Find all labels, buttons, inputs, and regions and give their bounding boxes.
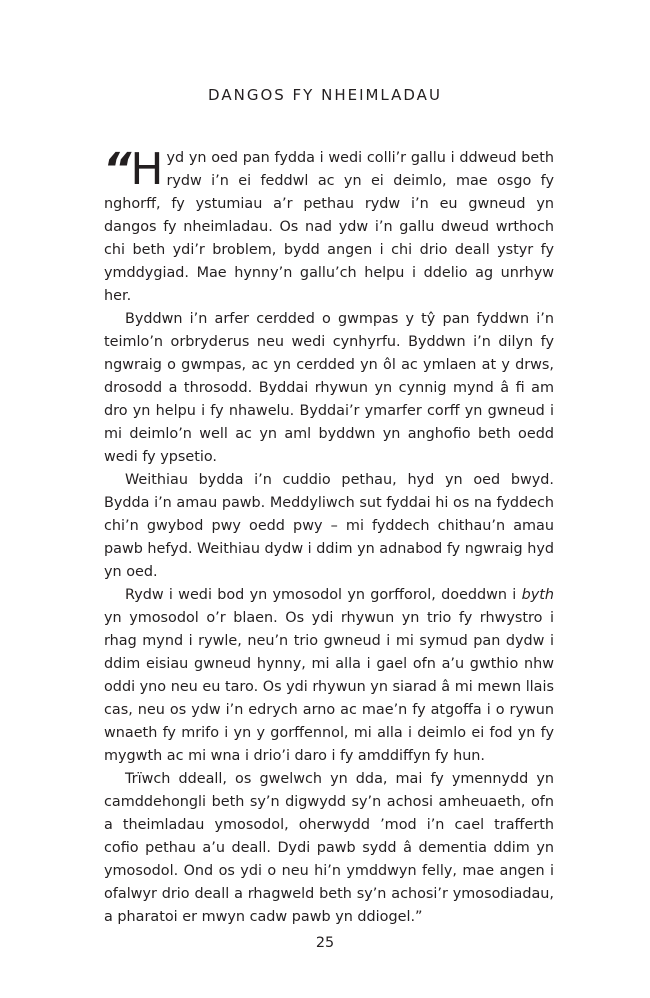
paragraph-4-after: yn ymosodol o’r blaen. Os ydi rhywun yn trio fy rhwystro i rhag mynd i rywle, neu’n trio gwneud i mi symud pan dydw i ddim eisiau gwneud hynny, mi alla i gael ofn a’u gwthio nhw oddi yno neu eu taro. Os ydi rhywun yn siarad â mi mewn llais cas, neu os ydw i’n edrych arno ac mae’n fy atgoffa i o rywun wnaeth fy mrifo i yn y gorffennol, mi alla i deimlo ei fod yn fy mygwth ac mi wna i drio’i daro i fy amddiffyn fy hun.: [104, 610, 554, 764]
paragraph-4-emphasis: byth: [521, 587, 554, 603]
paragraph-1-text: yd yn oed pan fydda i wedi colli’r gallu i ddweud beth rydw i’n ei feddwl ac yn ei deimlo, mae osgo fy nghorff, fy ystumiau a’r pethau rydw i’n eu gwneud yn dangos fy nheimladau. Os nad ydw i’n gallu dweud wrthoch chi beth ydi’r broblem, bydd angen i chi drio deall ystyr fy ymddygiad. Mae hynny’n gallu’ch helpu i ddelio ag unrhyw her.: [104, 150, 554, 304]
paragraph-1: [103, 144, 554, 308]
paragraph-5: Trïwch ddeall, os gwelwch yn dda, mai fy ymennydd yn camddehongli beth sy’n digwydd sy’n achosi amheuaeth, ofn a theimladau ymosodol, oherwydd ’mod i’n cael trafferth cofio pethau a’u deall. Dydi pawb sydd â dementia ddim yn ymosodol. Ond os ydi o neu hi’n ymddwyn felly, mae angen i ofalwyr drio deall a rhagweld beth sy’n achosi’r ymosodiadau, a pharatoi er mwyn cadw pawb yn ddiogel.”: [104, 771, 554, 925]
paragraph-3: Weithiau bydda i’n cuddio pethau, hyd yn oed bwyd. Bydda i’n amau pawb. Meddyliwch sut fyddai hi os na fyddech chi’n gwybod pwy oedd pwy – mi fyddech chithau’n amau pawb hefyd. Weithiau dydw i ddim yn adnabod fy ngwraig hyd yn oed.: [104, 472, 554, 580]
drop-cap-letter: H: [130, 144, 164, 195]
drop-cap: [103, 144, 164, 195]
body-text: [103, 144, 554, 929]
page-number: 25: [315, 935, 335, 951]
opening-quote-mark: “: [103, 144, 131, 195]
paragraph-4-before: Rydw i wedi bod yn ymosodol yn gorfforol, doeddwn i: [125, 587, 522, 603]
paragraph-4: [104, 584, 554, 768]
paragraph-2: Byddwn i’n arfer cerdded o gwmpas y tŷ pan fyddwn i’n teimlo’n orbryderus neu wedi cynhyrfu. Byddwn i’n dilyn fy ngwraig o gwmpas, ac yn cerdded yn ôl ac ymlaen at y drws, drosodd a throsodd. Byddai rhywun yn cynnig mynd â fi am dro yn helpu i fy nhawelu. Byddai’r ymarfer corff yn gwneud i mi deimlo’n well ac yn aml byddwn yn anghofio beth oedd wedi fy ypsetio.: [104, 311, 554, 465]
chapter-title: DANGOS FY NHEIMLADAU: [208, 86, 442, 104]
